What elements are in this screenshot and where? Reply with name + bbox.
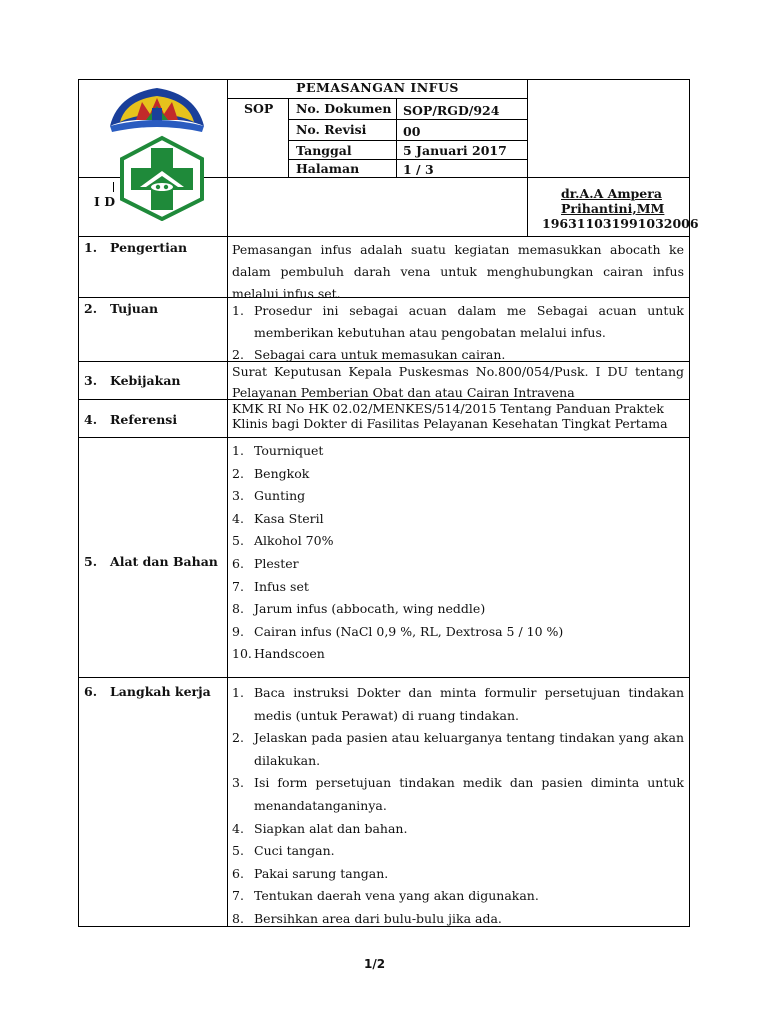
list-item: 2. Sebagai cara untuk memasukan cairan. [232, 347, 506, 362]
sop-label: SOP [244, 101, 274, 116]
section-num-tujuan: 2. [84, 301, 98, 316]
list-item: 4. Kasa Steril [232, 510, 324, 526]
list-item: 8. Bersihkan area dari bulu-bulu jika ada. [232, 910, 502, 926]
section-label-langkah: Langkah kerja [110, 684, 211, 699]
list-item: 9. Cairan infus (NaCl 0,9 %, RL, Dextrosa 5 / 10 %) [232, 623, 564, 639]
signer-name: dr.A.A Ampera [561, 186, 662, 201]
section-label-kebijakan: Kebijakan [110, 373, 181, 388]
list-item: 7. Tentukan daerah vena yang akan digunakan. [232, 888, 539, 904]
section-num-referensi: 4. [84, 412, 98, 427]
section-label-alat: Alat dan Bahan [110, 554, 218, 569]
list-item: 1. Baca instruksi Dokter dan minta formulir persetujuan tindakan medis (untuk Perawat) di ruang tindakan. [232, 685, 684, 723]
list-item: 10. Handscoen [232, 646, 325, 662]
list-item: 7. Infus set [232, 578, 309, 594]
meta-value-tanggal: 5 Januari 2017 [403, 143, 507, 158]
meta-value-no-revisi: 00 [403, 124, 421, 139]
section-text-pengertian: Pemasangan infus adalah suatu kegiatan memasukkan abocath ke dalam pembuluh darah vena untuk menghubungkan cairan infus melalui infus set. [232, 242, 684, 301]
section-num-pengertian: 1. [84, 240, 98, 255]
section-text-kebijakan: Surat Keputusan Kepala Puskesmas No.800/054/Pusk. I DU tentang Pelayanan Pemberian Obat dan atau Cairan Intravena [232, 364, 684, 400]
section-label-pengertian: Pengertian [110, 240, 188, 255]
meta-value-no-dokumen: SOP/RGD/924 [403, 103, 500, 118]
regional-emblem [106, 84, 208, 138]
list-item: 5. Cuci tangan. [232, 843, 335, 859]
list-item: 8. Jarum infus (abbocath, wing neddle) [232, 601, 486, 617]
document-title: PEMASANGAN INFUS [296, 80, 459, 95]
list-item: 4. Siapkan alat dan bahan. [232, 820, 408, 836]
puskesmas-logo [118, 135, 206, 221]
list-item: 5. Alkohol 70% [232, 533, 334, 549]
signer-nip: 196311031991032006 [542, 216, 699, 231]
header-left-tick [113, 182, 114, 192]
section-num-alat: 5. [84, 554, 98, 569]
alat-list [232, 440, 684, 666]
meta-label-no-revisi: No. Revisi [296, 122, 367, 137]
list-item: 3. Isi form persetujuan tindakan medik dan pasien diminta untuk menandatanganinya. [232, 775, 684, 813]
tujuan-list [232, 300, 684, 366]
section-text-referensi: KMK RI No HK 02.02/MENKES/514/2015 Tentang Panduan Praktek Klinis bagi Dokter di Fasilitas Pelayanan Kesehatan Tingkat Pertama [232, 401, 668, 431]
list-item: 6. Plester [232, 555, 299, 571]
meta-label-tanggal: Tanggal [296, 143, 352, 158]
list-item: 1. Tourniquet [232, 443, 324, 458]
meta-label-halaman: Halaman [296, 161, 360, 176]
meta-label-no-dokumen: No. Dokumen [296, 101, 392, 116]
list-item: 3. Gunting [232, 488, 306, 504]
signer-title: Prihantini,MM [561, 201, 665, 216]
langkah-list [232, 682, 684, 931]
list-item: 2. Jelaskan pada pasien atau keluarganya tentang tindakan yang akan dilakukan. [232, 730, 684, 768]
header-left-fragment: I D [94, 194, 116, 209]
page-number: 1/2 [364, 957, 386, 971]
section-label-tujuan: Tujuan [110, 301, 159, 316]
section-label-referensi: Referensi [110, 412, 178, 427]
section-num-langkah: 6. [84, 684, 98, 699]
list-item: 2. Bengkok [232, 465, 310, 481]
list-item: 6. Pakai sarung tangan. [232, 865, 389, 881]
meta-value-halaman: 1 / 3 [403, 162, 434, 177]
section-num-kebijakan: 3. [84, 373, 98, 388]
list-item: 1. Prosedur ini sebagai acuan dalam me Sebagai acuan untuk memberikan kebutuhan atau pengobatan melalui infus. [232, 303, 684, 340]
